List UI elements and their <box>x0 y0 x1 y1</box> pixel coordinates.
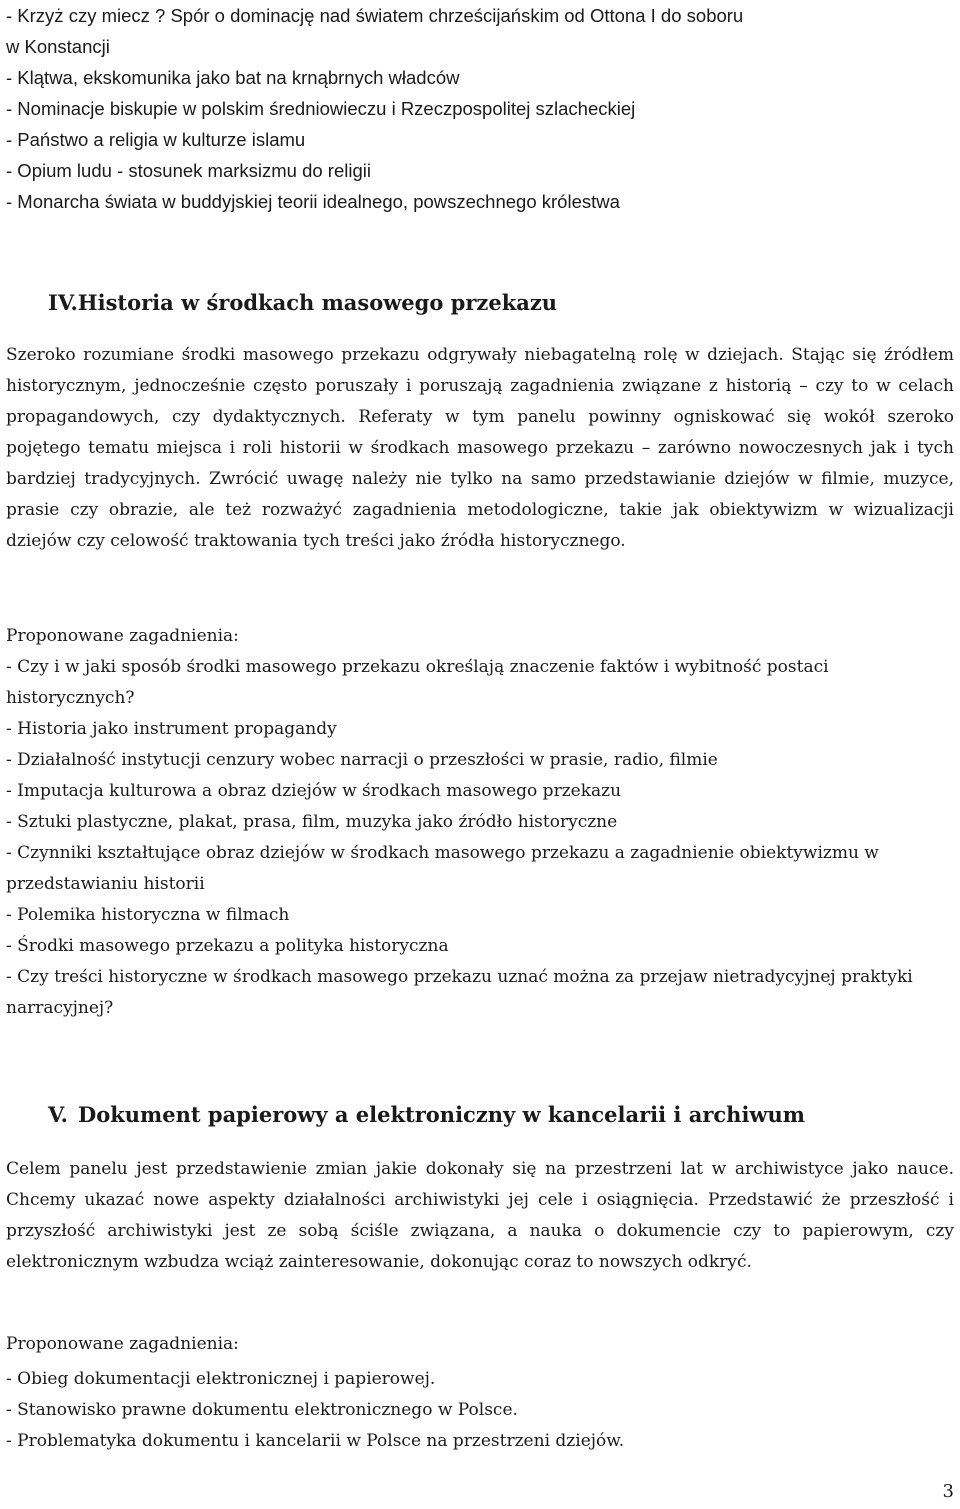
list-item: - Obieg dokumentacji elektronicznej i papierowej. <box>6 1369 436 1389</box>
section-v-intro: Celem panelu jest przedstawienie zmian jakie dokonały się na przestrzeni lat w archiwistyce jako nauce. Chcemy ukazać nowe aspekty działalności archiwistyki jej cele i osiągnięcia. Przedstawić że przeszłość i przyszłość archiwistyki jest ze sobą ściśle związana, a nauka o dokumencie czy to papierowym, czy elektronicznym wzbudza wciąż zainteresowanie, dokonując coraz to nowszych odkryć. <box>6 1159 954 1272</box>
section-iv-heading <box>48 289 557 317</box>
section-v-heading <box>48 1101 805 1129</box>
section-title: Historia w środkach masowego przekazu <box>77 290 558 315</box>
section-number: V. <box>48 1102 68 1127</box>
topics-label: Proponowane zagadnienia: <box>6 626 239 646</box>
list-item: - Sztuki plastyczne, plakat, prasa, film, muzyka jako źródło historyczne <box>6 812 618 832</box>
section-iv-topics <box>6 652 954 1024</box>
page-number: 3 <box>942 1481 954 1502</box>
list-item: - Stanowisko prawne dokumentu elektronicznego w Polsce. <box>6 1400 518 1420</box>
list-item: - Czy treści historyczne w środkach masowego przekazu uznać można za przejaw nietradycyjnej praktyki narracyjnej? <box>6 967 913 1018</box>
list-item: w Konstancji <box>6 36 110 57</box>
section-title: Dokument papierowy a elektroniczny w kancelarii i archiwum <box>78 1102 805 1127</box>
list-item: - Opium ludu - stosunek marksizmu do religii <box>6 160 371 181</box>
section-iv-intro: Szeroko rozumiane środki masowego przekazu odgrywały niebagatelną rolę w dziejach. Stając się źródłem historycznym, jednocześnie często poruszały i poruszają zagadnienia związane z historią – czy to w celach propagandowych, czy dydaktycznych. Referaty w tym panelu powinny ogniskować się wokół szeroko pojętego tematu miejsca i roli historii w środkach masowego przekazu – zarówno nowoczesnych jak i tych bardziej tradycyjnych. Zwrócić uwagę należy nie tylko na samo przedstawianie dziejów w filmie, muzyce, prasie czy obrazie, ale też rozważyć zagadnienia metodologiczne, takie jak obiektywizm w wizualizacji dziejów czy celowość traktowania tych treści jako źródła historycznego. <box>6 345 954 551</box>
list-item: - Środki masowego przekazu a polityka historyczna <box>6 936 449 956</box>
list-item: - Problematyka dokumentu i kancelarii w Polsce na przestrzeni dziejów. <box>6 1431 625 1451</box>
list-item: - Czy i w jaki sposób środki masowego przekazu określają znaczenie faktów i wybitność postaci historycznych? <box>6 657 829 708</box>
list-item: - Państwo a religia w kulturze islamu <box>6 129 306 150</box>
list-item: - Krzyż czy miecz ? Spór o dominację nad światem chrześcijańskim od Ottona I do soboru <box>6 5 744 26</box>
list-item: - Klątwa, ekskomunika jako bat na krnąbrnych władców <box>6 67 460 88</box>
section-number: IV. <box>48 290 78 315</box>
list-item: - Monarcha świata w buddyjskiej teorii idealnego, powszechnego królestwa <box>6 191 620 212</box>
section-v-topics <box>6 1364 954 1457</box>
list-item: - Historia jako instrument propagandy <box>6 719 337 739</box>
list-item: - Czynniki kształtujące obraz dziejów w środkach masowego przekazu a zagadnienie obiektywizmu w przedstawianiu historii <box>6 843 879 894</box>
continued-topic-list <box>6 0 954 217</box>
list-item: - Działalność instytucji cenzury wobec narracji o przeszłości w prasie, radio, filmie <box>6 750 718 770</box>
list-item: - Nominacje biskupie w polskim średniowieczu i Rzeczpospolitej szlacheckiej <box>6 98 636 119</box>
list-item: - Imputacja kulturowa a obraz dziejów w środkach masowego przekazu <box>6 781 622 801</box>
topics-label: Proponowane zagadnienia: <box>6 1334 239 1354</box>
list-item: - Polemika historyczna w filmach <box>6 905 290 925</box>
